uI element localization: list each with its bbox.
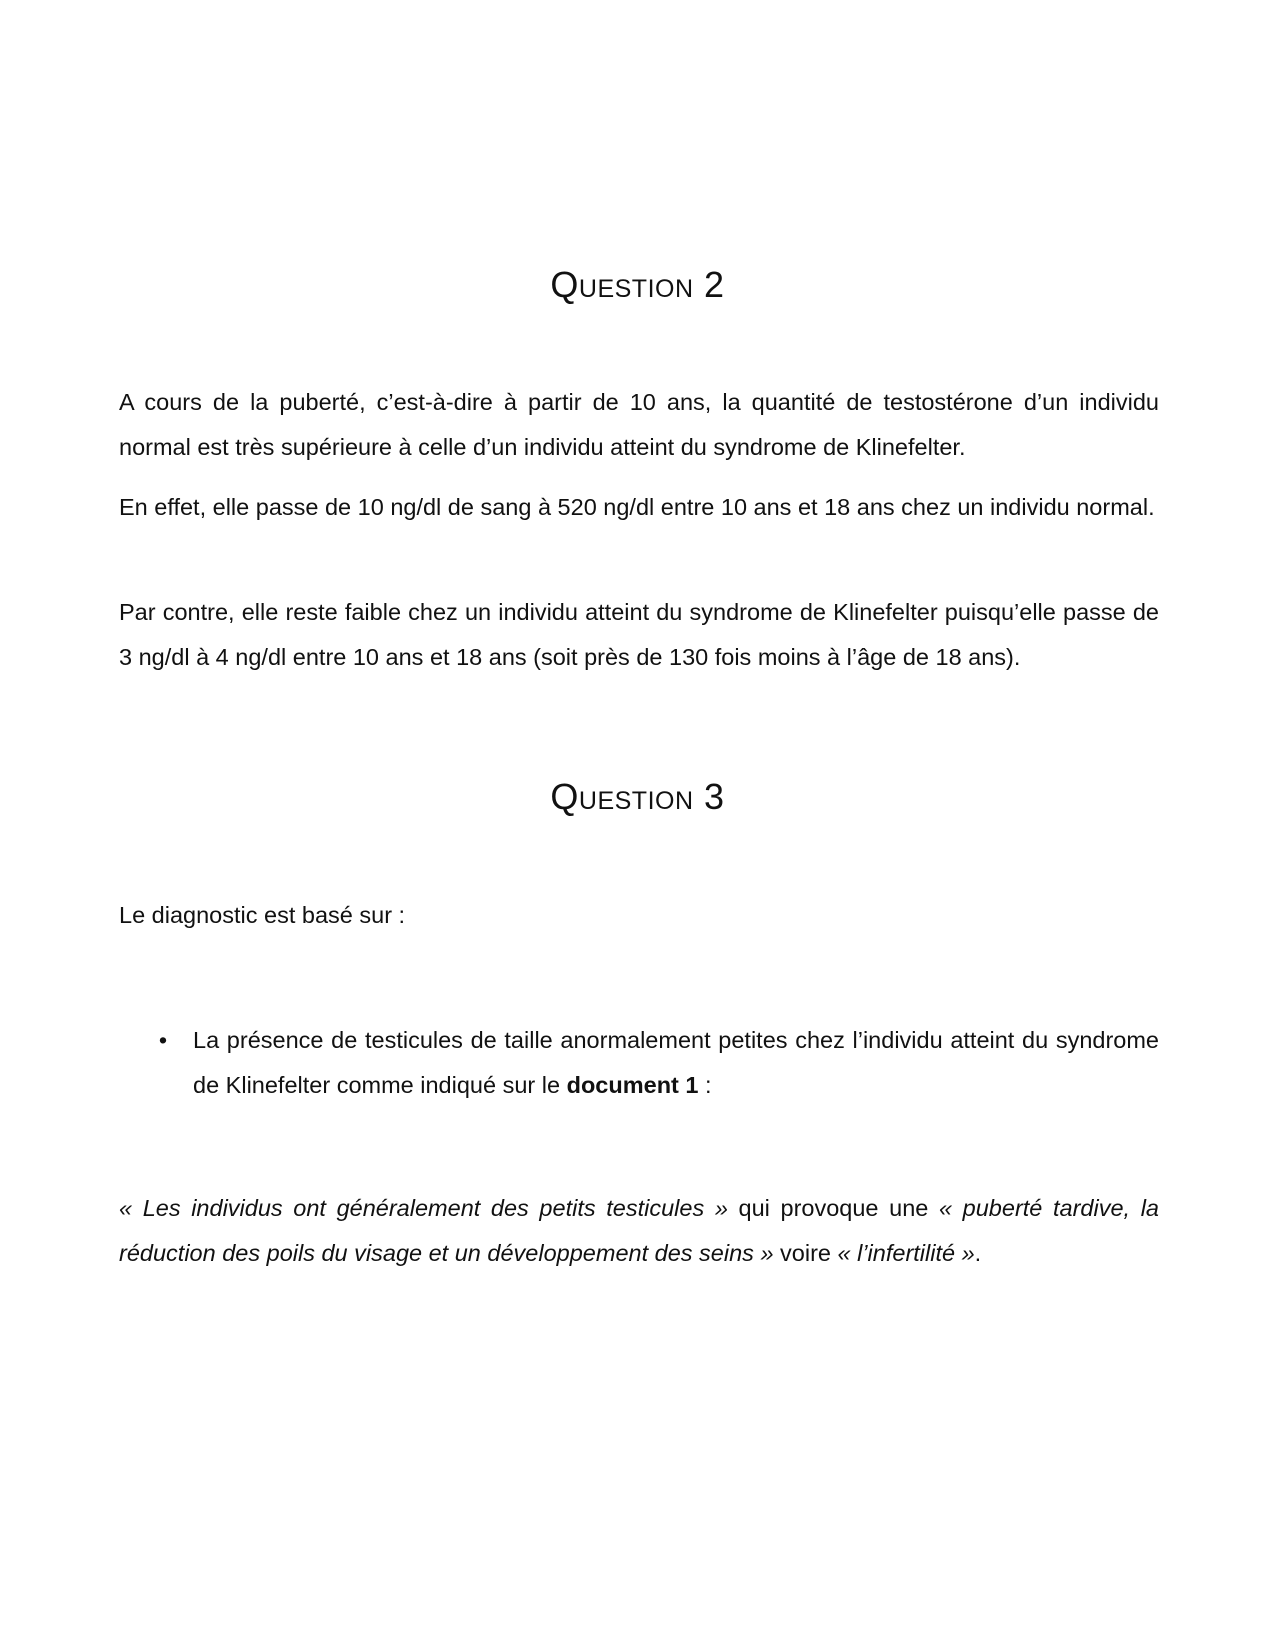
bullet-text-tail: : [698,1072,712,1098]
question-3-quote-paragraph [119,1186,1159,1276]
quote-text-1: qui provoque une [727,1195,939,1221]
question-2-number: 2 [704,264,725,305]
question-3-heading [0,777,1275,817]
question-3-title: Question [550,776,694,817]
question-3-intro: Le diagnostic est basé sur : [119,902,406,928]
question-2-paragraph-2: En effet, elle passe de 10 ng/dl de sang à 520 ng/dl entre 10 ans et 18 ans chez un individu normal. [119,494,1155,520]
quote-text-3: . [974,1240,982,1266]
quote-3: « l’infertilité » [837,1240,975,1266]
bullet-text [193,1018,1159,1108]
question-2-title: Question [550,264,694,305]
quote-text-2: voire [773,1240,838,1266]
question-3-number: 3 [704,776,725,817]
question-2-paragraph-3: Par contre, elle reste faible chez un individu atteint du syndrome de Klinefelter puisqu’elle passe de 3 ng/dl à 4 ng/dl entre 10 ans et 18 ans (soit près de 130 fois moins à l’âge de 18 ans). [119,599,1159,670]
quote-1: « Les individus ont généralement des petits testicules » [119,1195,728,1221]
quote-2: « puberté tardive, la réduction des poils du visage et un développement des seins » [119,1195,1159,1266]
bullet-icon: • [158,1027,168,1053]
question-2-paragraph-1: A cours de la puberté, c’est-à-dire à partir de 10 ans, la quantité de testostérone d’un individu normal est très supérieure à celle d’un individu atteint du syndrome de Klinefelter. [119,389,1159,460]
question-3-bullet-item [119,1018,1159,1108]
bullet-document-ref: document 1 [566,1072,699,1098]
bullet-text-main: La présence de testicules de taille anormalement petites chez l’individu atteint du syndrome de Klinefelter comme indiqué sur le [193,1027,1159,1098]
question-2-heading [0,265,1275,305]
